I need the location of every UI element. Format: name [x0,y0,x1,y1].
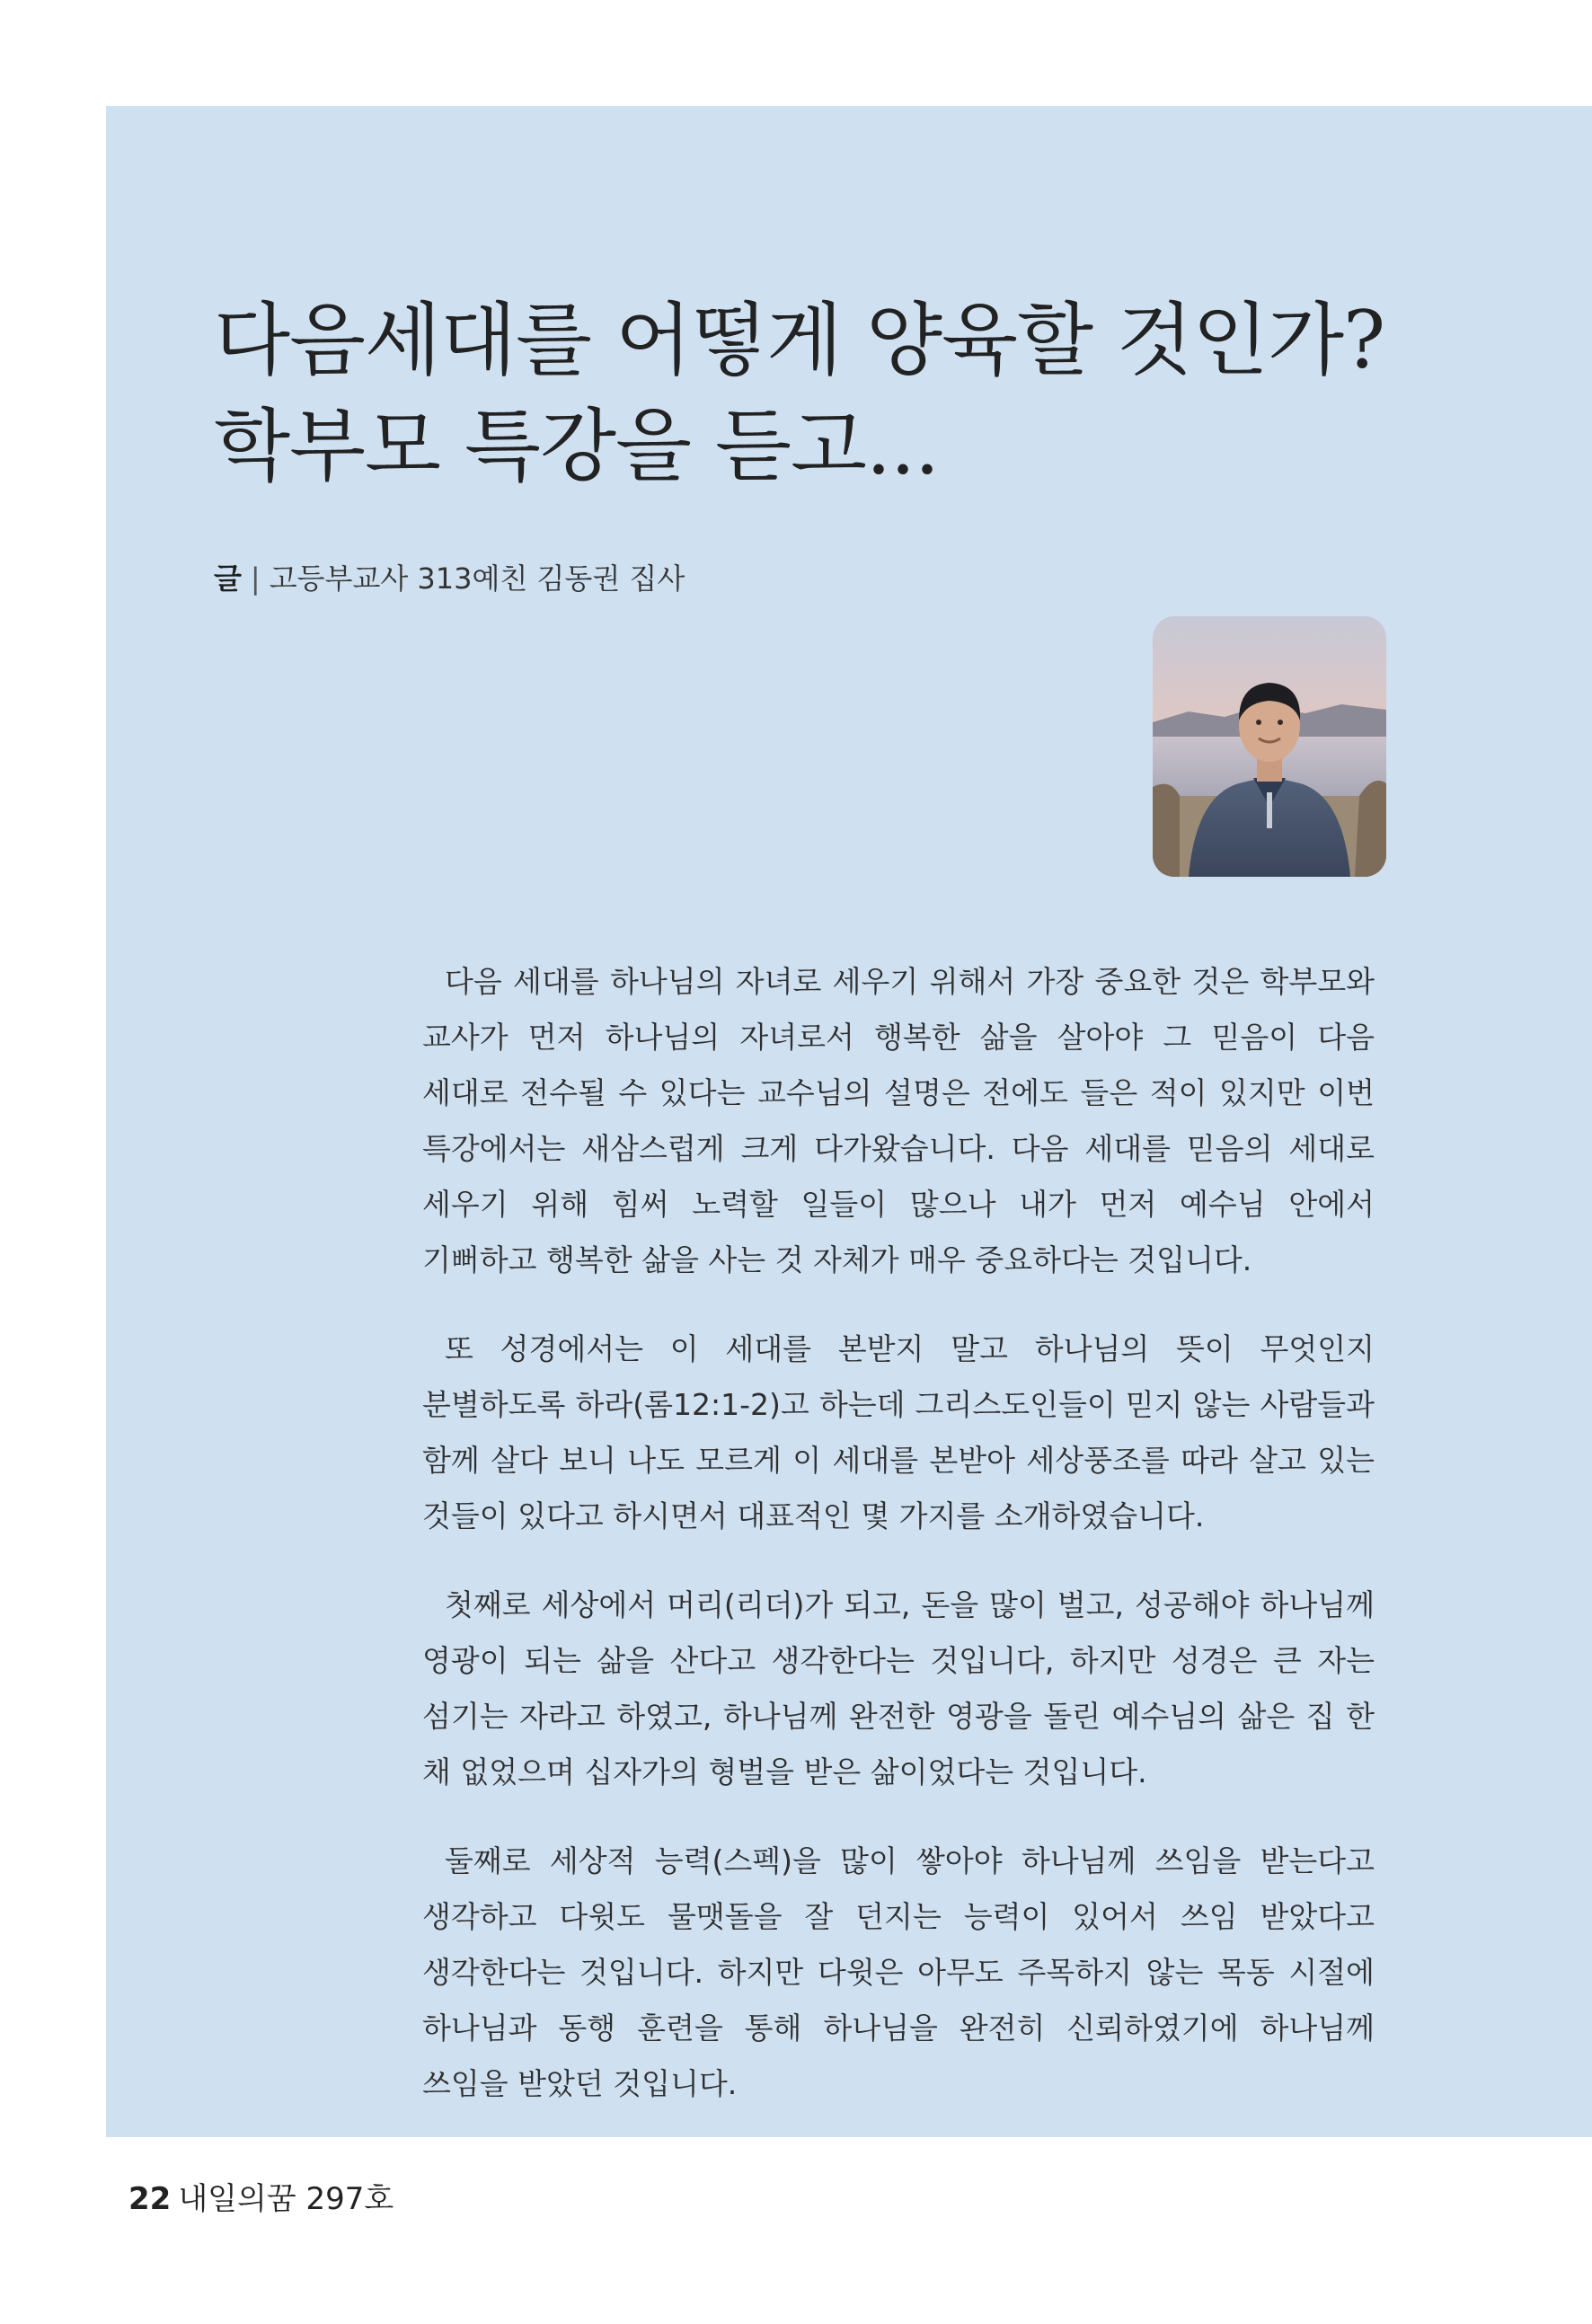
paragraph-3: 첫째로 세상에서 머리(리더)가 되고, 돈을 많이 벌고, 성공해야 하나님께 영광이 되는 삶을 산다고 생각한다는 것입니다, 하지만 성경은 큰 자는 섬기는 자라고 하였고, 하나님께 완전한 영광을 돌린 예수님의 삶은 집 한 채 없었으며 십자가의 형벌을 받은 삶이었다는 것입니다. [422,1587,1375,1789]
byline-separator: | [250,561,261,596]
page-footer [128,2178,394,2221]
byline-author: 고등부교사 313예친 김동권 집사 [269,561,685,596]
paragraph-1: 다음 세대를 하나님의 자녀로 세우기 위해서 가장 중요한 것은 학부모와 교사가 먼저 하나님의 자녀로서 행복한 삶을 살아야 그 믿음이 다음 세대로 전수될 수 있다는 교수님의 설명은 전에도 들은 적이 있지만 이번 특강에서는 새삼스럽게 크게 다가왔습니다. 다음 세대를 믿음의 세대로 세우기 위해 힘써 노력할 일들이 많으나 내가 먼저 예수님 안에서 기뻐하고 행복한 삶을 사는 것 자체가 매우 중요하다는 것입니다. [422,964,1375,1277]
author-photo [1153,616,1386,877]
paragraph-2: 또 성경에서는 이 세대를 본받지 말고 하나님의 뜻이 무엇인지 분별하도록 하라(롬12:1-2)고 하는데 그리스도인들이 믿지 않는 사람들과 함께 살다 보니 나도 모르게 이 세대를 본받아 세상풍조를 따라 살고 있는 것들이 있다고 하시면서 대표적인 몇 가지를 소개하였습니다. [422,1331,1375,1533]
title-line-1: 다음세대를 어떻게 양육할 것인가? [214,294,1385,386]
publication-name: 내일의꿈 297호 [178,2181,394,2217]
paragraph-4: 둘째로 세상적 능력(스펙)을 많이 쌓아야 하나님께 쓰임을 받는다고 생각하고 다윗도 물맷돌을 잘 던지는 능력이 있어서 쓰임 받았다고 생각한다는 것입니다. 하지만 다윗은 아무도 주목하지 않는 목동 시절에 하나님과 동행 훈련을 통해 하나님을 완전히 신뢰하였기에 하나님께 쓰임을 받았던 것입니다. [422,1843,1375,2101]
article-body [422,954,1375,2145]
title-line-2: 학부모 특강을 듣고... [214,400,939,492]
byline [214,557,685,600]
byline-label: 글 [214,561,242,596]
page-number: 22 [128,2181,172,2217]
article-title [214,287,1384,499]
